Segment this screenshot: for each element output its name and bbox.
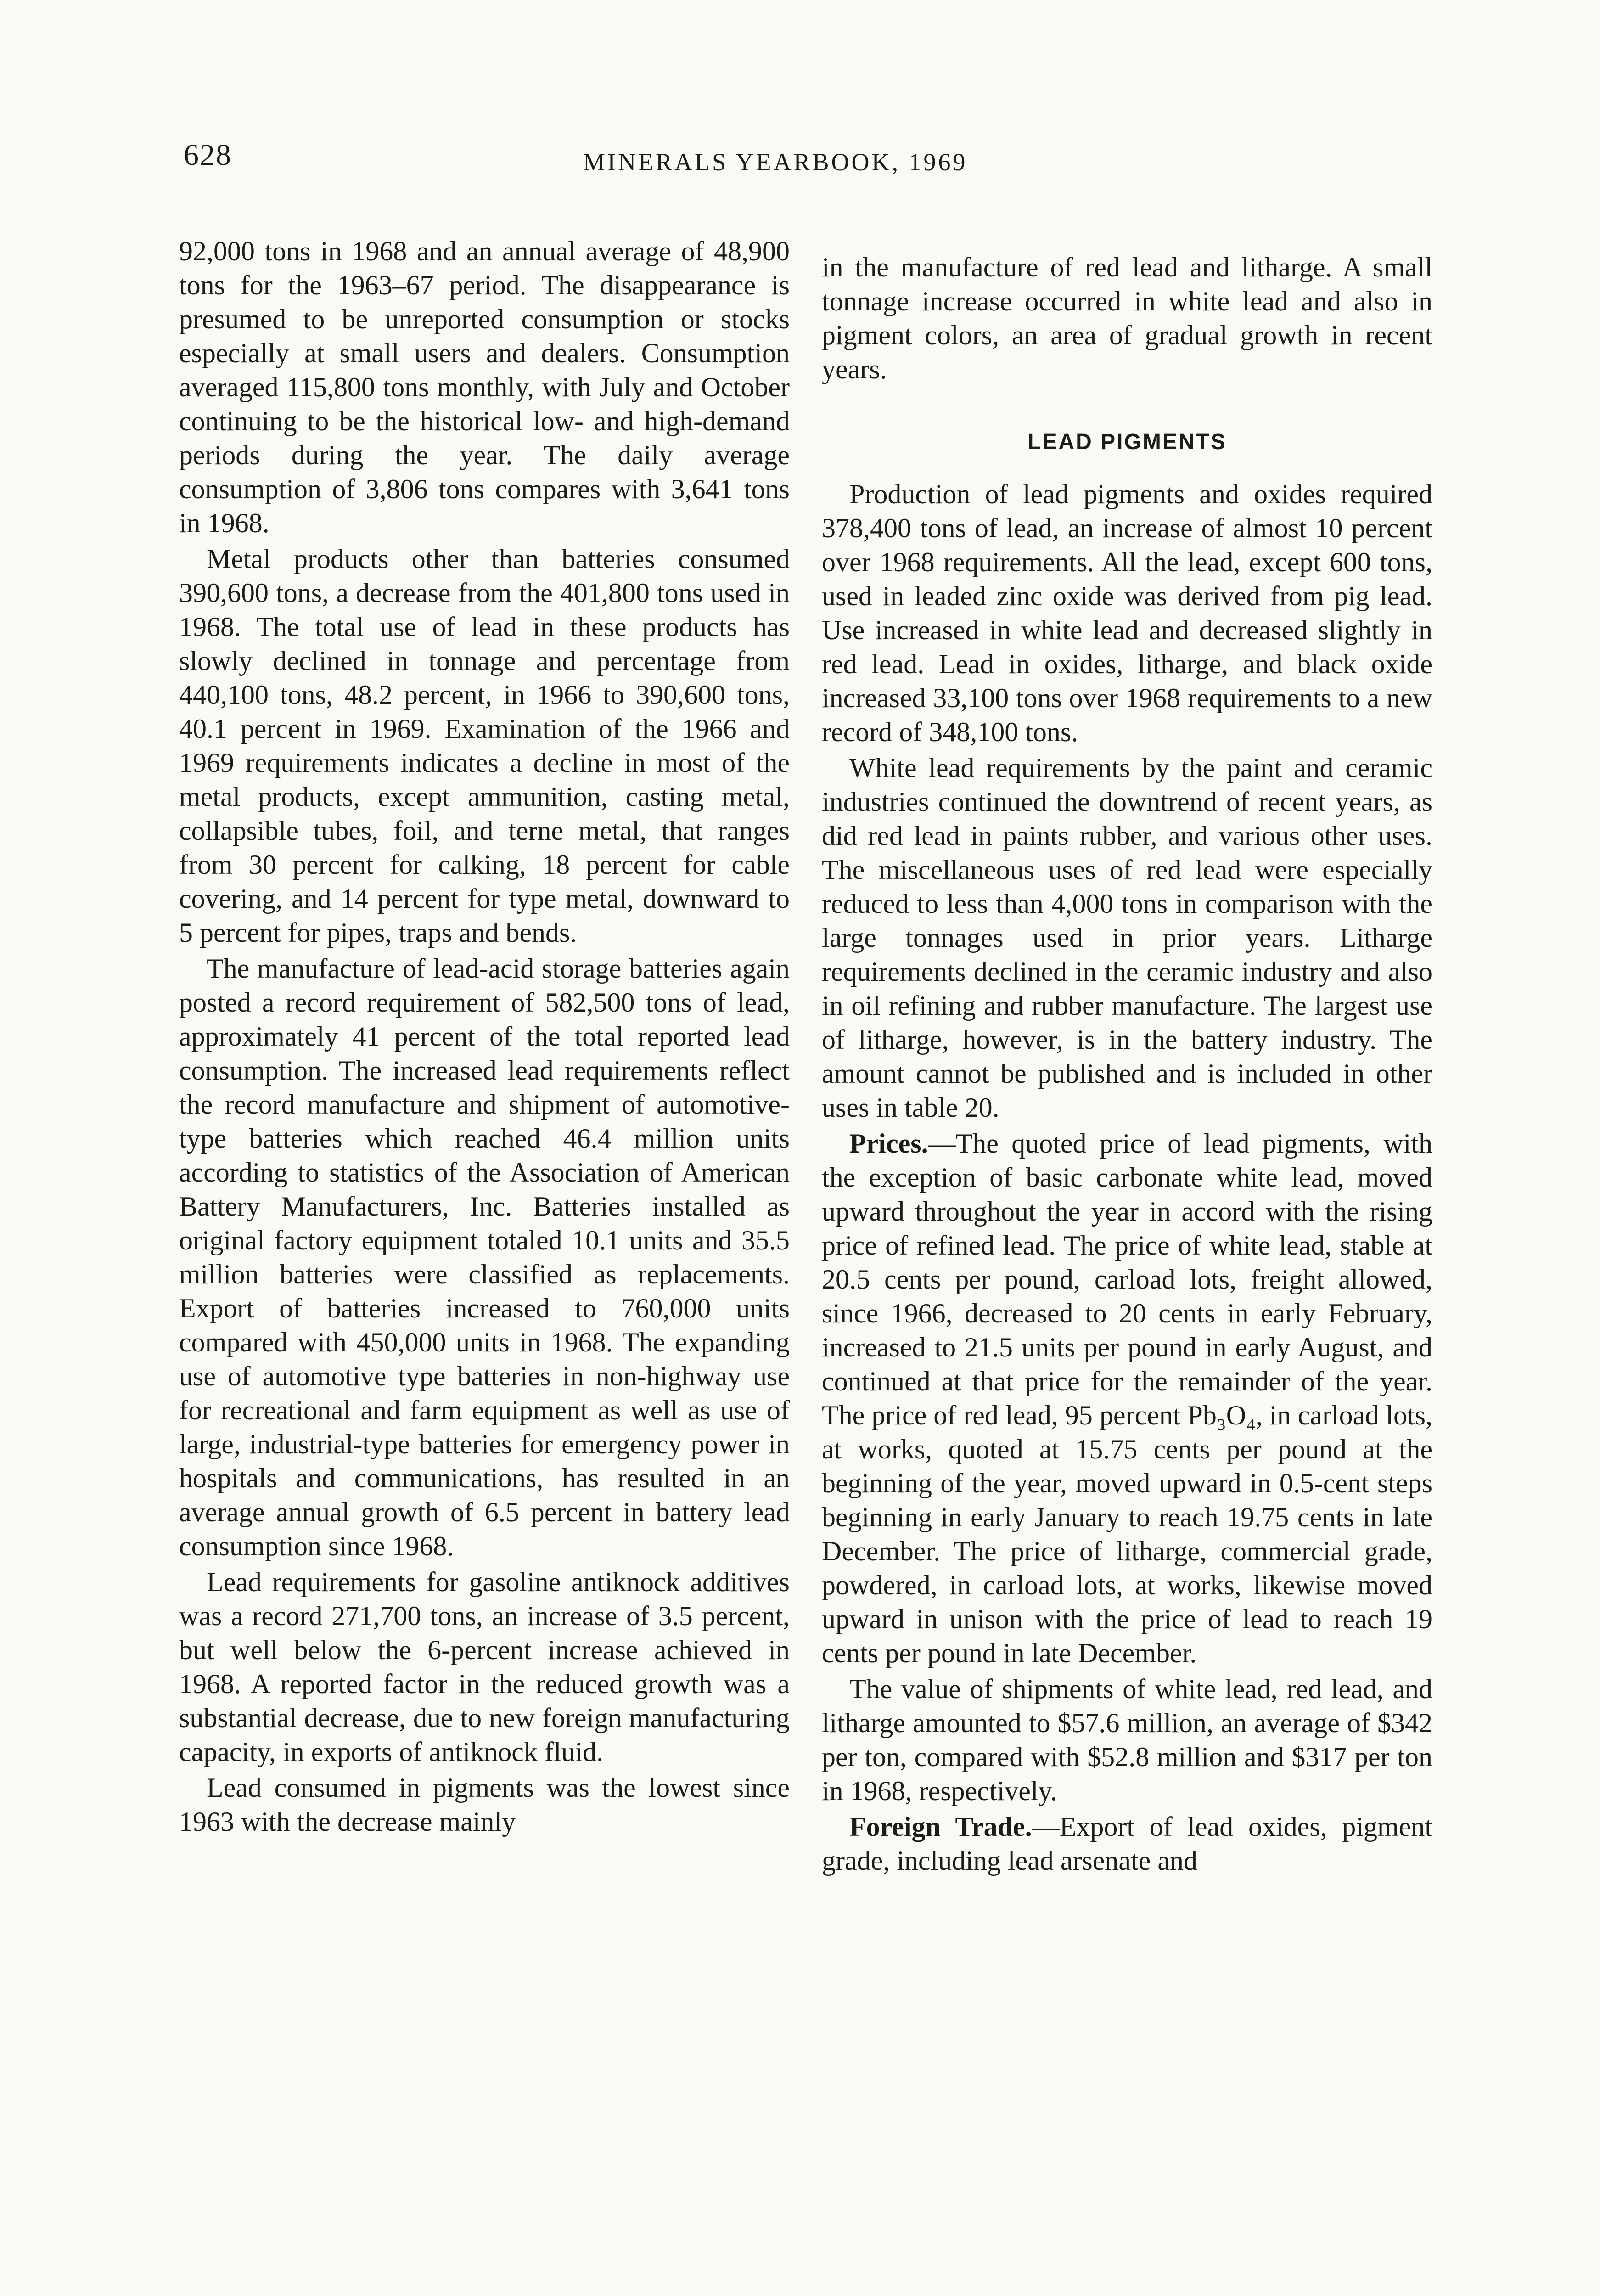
paragraph-red-lead-litharge: in the manufacture of red lead and litharge. A small tonnage increase occurred in white lead and also in pigment colors, an area of gradual growth in recent years. — [822, 252, 1432, 384]
paragraph-prices — [822, 1126, 1432, 1670]
paragraph-storage-batteries: The manufacture of lead-acid storage batteries again posted a record requirement of 582,500 tons of lead, approximately 41 percent of the total reported lead consumption. The increased lead requirements reflect the record manufacture and shipment of automotive-type batteries which reached 46.4 million units according to statistics of the Association of American Battery Manufacturers, Inc. Batteries installed as original factory equipment totaled 10.1 units and 35.5 million batteries were classified as replacements. Export of batteries increased to 760,000 units compared with 450,000 units in 1968. The expanding use of automotive type batteries in non-highway use for recreational and farm equipment as well as use of large, industrial-type batteries for emergency power in hospitals and communications, has resulted in an average annual growth of 6.5 percent in battery lead consumption since 1968. — [179, 953, 790, 1561]
left-column — [179, 234, 790, 1840]
paragraph-shipment-value: The value of shipments of white lead, red lead, and litharge amounted to $57.6 million, an average of $342 per ton, compared with $52.8 million and $317 per ton in 1968, respectively. — [822, 1674, 1432, 1806]
right-column — [822, 250, 1432, 1880]
page-header — [184, 138, 1423, 193]
paragraph-antiknock: Lead requirements for gasoline antiknock additives was a record 271,700 tons, an increase of 3.5 percent, but well below the 6-percent increase achieved in 1968. A reported factor in the reduced growth was a substantial decrease, due to new foreign manufacturing capacity, in exports of antiknock fluid. — [179, 1567, 790, 1767]
paragraph-consumption: 92,000 tons in 1968 and an annual average of 48,900 tons for the 1963–67 period. The disappearance is presumed to be unreported consumption or stocks especially at small users and dealers. Consumption averaged 115,800 tons monthly, with July and October continuing to be the historical low- and high-demand periods during the year. The daily average consumption of 3,806 tons compares with 3,641 tons in 1968. — [179, 236, 790, 538]
paragraph-metal-products: Metal products other than batteries consumed 390,600 tons, a decrease from the 401,800 tons used in 1968. The total use of lead in these products has slowly declined in tonnage and percentage from 440,100 tons, 48.2 percent, in 1966 to 390,600 tons, 40.1 percent in 1969. Examination of the 1966 and 1969 requirements indicates a decline in most of the metal products, except ammunition, casting metal, collapsible tubes, foil, and terne metal, that ranges from 30 percent for calking, 18 percent for cable covering, and 14 percent for type metal, downward to 5 percent for pipes, traps and bends. — [179, 544, 790, 948]
paragraph-production: Production of lead pigments and oxides required 378,400 tons of lead, an increase of almost 10 percent over 1968 requirements. All the lead, except 600 tons, used in leaded zinc oxide was derived from pig lead. Use increased in white lead and decreased slightly in red lead. Lead in oxides, litharge, and black oxide increased 33,100 tons over 1968 requirements to a new record of 348,100 tons. — [822, 479, 1432, 747]
foreign-trade-run-in-heading: Foreign Trade. — [849, 1812, 1032, 1842]
paragraph-white-lead: White lead requirements by the paint and ceramic industries continued the downtrend of recent years, as did red lead in paints rubber, and various other uses. The miscellaneous uses of red lead were especially reduced to less than 4,000 tons in comparison with the large tonnages used in prior years. Litharge requirements declined in the ceramic industry and also in oil refining and rubber manufacture. The largest use of litharge, however, is in the battery industry. The amount cannot be published and is included in other uses in table 20. — [822, 753, 1432, 1123]
section-heading-lead-pigments: LEAD PIGMENTS — [1027, 430, 1227, 454]
paragraph-foreign-trade — [822, 1810, 1432, 1878]
prices-run-in-heading: Prices. — [849, 1128, 928, 1159]
prices-text: —The quoted price of lead pigments, with the exception of basic carbonate white lead, moved upward throughout the year in accord with the rising price of refined lead. The price of white lead, stable at 20.5 cents per pound, carload lots, freight allowed, since 1966, decreased to 20 cents in early February, increased to 21.5 units per pound in early August, and continued at that price for the remainder of the year. The price of red lead, 95 percent Pb₃O₄, in carload lots, at works, quoted at 15.75 cents per pound at the beginning of the year, moved upward in 0.5-cent steps beginning in early January to reach 19.75 cents in late December. The price of litharge, commercial grade, powdered, in carload lots, at works, likewise moved upward in unison with the price of lead to reach 19 cents per pound in late December. — [822, 1128, 1432, 1668]
paragraph-pigments-consumed: Lead consumed in pigments was the lowest since 1963 with the decrease mainly — [179, 1773, 790, 1837]
running-title: MINERALS YEARBOOK, 1969 — [583, 148, 968, 176]
page-number: 628 — [184, 138, 232, 172]
foreign-trade-text: —Export of lead oxides, pigment grade, including lead arsenate and — [822, 1812, 1432, 1876]
